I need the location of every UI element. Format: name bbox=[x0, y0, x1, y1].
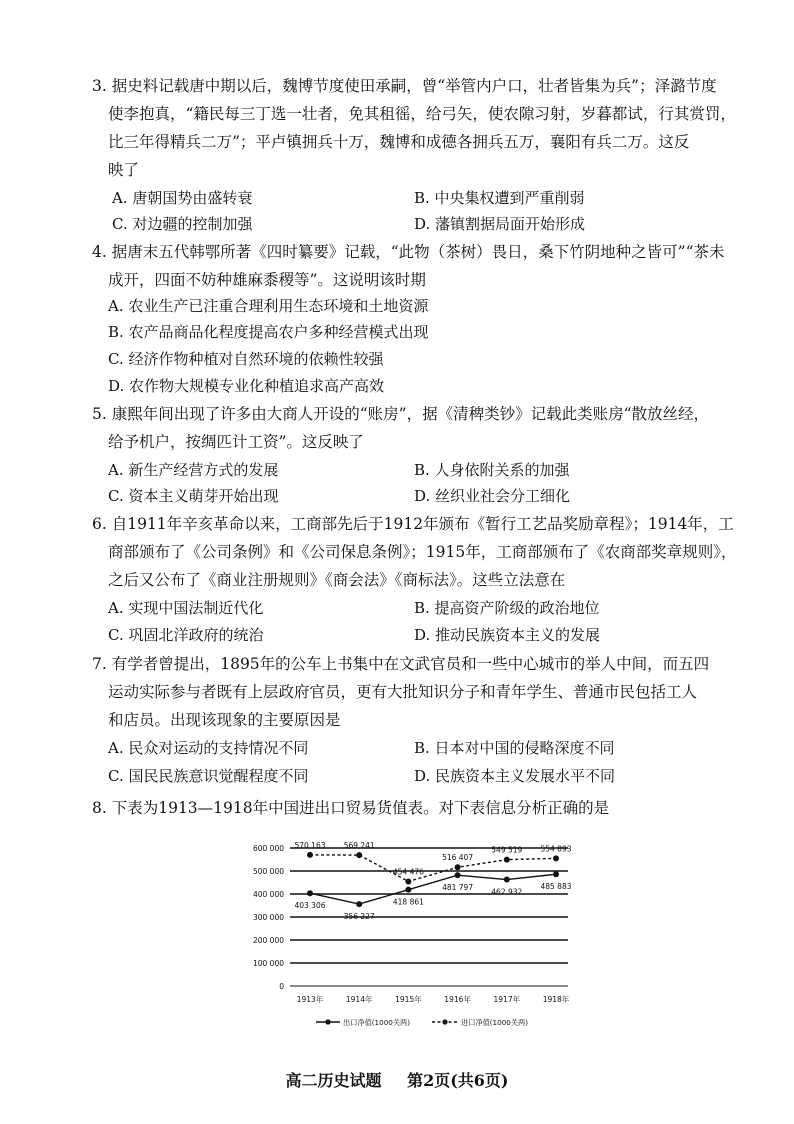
x-tick-label: 1918年 bbox=[542, 995, 570, 1004]
export-point bbox=[356, 901, 362, 907]
legend-import-label: 进口净值(1000关两) bbox=[461, 1018, 529, 1027]
q3-stem-line-3: 比三年得精兵二万”；平卢镇拥兵十万，魏博和成德各拥兵五万，襄阳有兵二万。这反 bbox=[108, 133, 690, 151]
q6-stem-line-2: 商部颁布了《公司条例》和《公司保息条例》；1915年，工商部颁布了《农商部奖章规则》， bbox=[108, 543, 737, 561]
y-tick-label: 500 000 bbox=[252, 867, 284, 876]
footer-exam-title: 高二历史试题 bbox=[285, 1071, 382, 1090]
q3-stem-line-4: 映了 bbox=[108, 161, 140, 179]
export-point bbox=[307, 890, 313, 896]
page-footer bbox=[0, 1068, 794, 1091]
import-point bbox=[307, 852, 313, 858]
import-point bbox=[504, 857, 510, 863]
export-point bbox=[405, 887, 411, 893]
q5-stem-line-1: 5. 康熙年间出现了许多由大商人开设的“账房”，据《清稗类钞》记载此类账房“散放丝经， bbox=[92, 405, 709, 423]
q4-stem-line-1: 4. 据唐末五代韩鄂所著《四时纂要》记载，“此物（茶树）畏日，桑下竹阴地种之皆可”“茶未 bbox=[92, 243, 725, 261]
q4-option-c[interactable]: C. 经济作物种植对自然环境的依赖性较强 bbox=[108, 350, 384, 368]
q5-option-a[interactable]: A. 新生产经营方式的发展 bbox=[108, 461, 279, 479]
export-data-label: 418 861 bbox=[392, 897, 424, 907]
export-point bbox=[455, 872, 461, 878]
y-tick-label: 100 000 bbox=[252, 959, 284, 968]
x-tick-label: 1913年 bbox=[296, 995, 324, 1004]
q6-option-a[interactable]: A. 实现中国法制近代化 bbox=[108, 599, 264, 617]
trade-value-chart bbox=[238, 834, 578, 1034]
export-data-label: 403 306 bbox=[294, 901, 326, 911]
q4-option-b[interactable]: B. 农产品商品化程度提高农户多种经营模式出现 bbox=[108, 323, 429, 341]
y-tick-label: 0 bbox=[279, 982, 284, 991]
q7-option-d[interactable]: D. 民族资本主义发展水平不同 bbox=[414, 767, 616, 785]
import-data-label: 516 407 bbox=[442, 853, 474, 863]
q7-option-b[interactable]: B. 日本对中国的侵略深度不同 bbox=[414, 739, 615, 757]
import-data-label: 570 163 bbox=[294, 840, 326, 850]
export-data-label: 481 797 bbox=[442, 883, 474, 893]
q3-option-c[interactable]: C. 对边疆的控制加强 bbox=[112, 215, 253, 233]
import-point bbox=[356, 852, 362, 858]
q5-stem-line-2: 给予机户，按绸匹计工资”。这反映了 bbox=[108, 433, 364, 451]
footer-page-number: 第2页(共6页) bbox=[407, 1071, 509, 1090]
q7-stem-line-3: 和店员。出现该现象的主要原因是 bbox=[108, 711, 341, 729]
import-point bbox=[553, 855, 559, 861]
import-data-label: 549 519 bbox=[491, 845, 523, 855]
legend-export-marker bbox=[325, 1019, 330, 1024]
legend-import-marker bbox=[442, 1019, 447, 1024]
import-point bbox=[405, 878, 411, 884]
y-tick-label: 600 000 bbox=[252, 844, 284, 853]
q6-option-c[interactable]: C. 巩固北洋政府的统治 bbox=[108, 626, 264, 644]
q5-option-c[interactable]: C. 资本主义萌芽开始出现 bbox=[108, 487, 279, 505]
q4-stem-line-2: 成开，四面不妨种雄麻黍稷等”。这说明该时期 bbox=[108, 271, 426, 289]
export-point bbox=[553, 871, 559, 877]
legend-export-label: 出口净值(1000关两) bbox=[343, 1018, 411, 1027]
q3-option-d[interactable]: D. 藩镇割据局面开始形成 bbox=[414, 215, 586, 233]
x-tick-label: 1915年 bbox=[395, 995, 422, 1004]
q7-option-c[interactable]: C. 国民民族意识觉醒程度不同 bbox=[108, 767, 309, 785]
q5-option-b[interactable]: B. 人身依附关系的加强 bbox=[414, 461, 570, 479]
q3-option-a[interactable]: A. 唐朝国势由盛转衰 bbox=[112, 189, 253, 207]
q8-stem-line-1: 8. 下表为1913—1918年中国进出口贸易货值表。对下表信息分析正确的是 bbox=[92, 799, 610, 817]
x-tick-label: 1916年 bbox=[444, 995, 471, 1004]
q6-stem-line-3: 之后又公布了《商业注册规则》《商会法》《商标法》。这些立法意在 bbox=[108, 571, 566, 589]
import-point bbox=[455, 864, 461, 870]
q6-option-d[interactable]: D. 推动民族资本主义的发展 bbox=[414, 626, 601, 644]
y-tick-label: 300 000 bbox=[252, 913, 284, 922]
x-tick-label: 1917年 bbox=[493, 995, 521, 1004]
q5-option-d[interactable]: D. 丝织业社会分工细化 bbox=[414, 487, 571, 505]
y-tick-label: 200 000 bbox=[252, 936, 284, 945]
y-tick-label: 400 000 bbox=[252, 890, 284, 899]
q4-option-a[interactable]: A. 农业生产已注重合理利用生态环境和土地资源 bbox=[108, 297, 429, 315]
import-data-label: 569 241 bbox=[343, 841, 375, 851]
export-data-label: 462 932 bbox=[491, 887, 523, 897]
q6-stem-line-1: 6. 自1911年辛亥革命以来，工商部先后于1912年颁布《暂行工艺品奖励章程》；1914年，工 bbox=[92, 515, 734, 533]
q7-stem-line-1: 7. 有学者曾提出，1895年的公车上书集中在文武官员和一些中心城市的举人中间，而五四 bbox=[92, 655, 710, 673]
q7-stem-line-2: 运动实际参与者既有上层政府官员，更有大批知识分子和青年学生、普通市民包括工人 bbox=[108, 683, 698, 701]
export-data-label: 485 883 bbox=[540, 882, 572, 892]
q3-option-b[interactable]: B. 中央集权遭到严重削弱 bbox=[414, 189, 585, 207]
q7-option-a[interactable]: A. 民众对运动的支持情况不同 bbox=[108, 739, 309, 757]
import-data-label: 554 893 bbox=[540, 844, 572, 854]
q3-stem-line-1: 3. 据史料记载唐中期以后，魏博节度使田承嗣，曾“举管内户口，壮者皆集为兵”；泽潞节度 bbox=[92, 77, 717, 95]
q4-option-d[interactable]: D. 农作物大规模专业化种植追求高产高效 bbox=[108, 377, 385, 395]
import-data-label: 454 476 bbox=[392, 867, 424, 877]
x-tick-label: 1914年 bbox=[345, 995, 373, 1004]
export-data-label: 356 227 bbox=[343, 912, 375, 922]
q3-stem-line-2: 使李抱真，“籍民每三丁选一壮者，免其租徭，给弓矢，使农隙习射，岁暮都试，行其赏罚， bbox=[108, 105, 736, 123]
q6-option-b[interactable]: B. 提高资产阶级的政治地位 bbox=[414, 599, 600, 617]
import-series-line bbox=[310, 855, 556, 882]
export-point bbox=[504, 877, 510, 883]
